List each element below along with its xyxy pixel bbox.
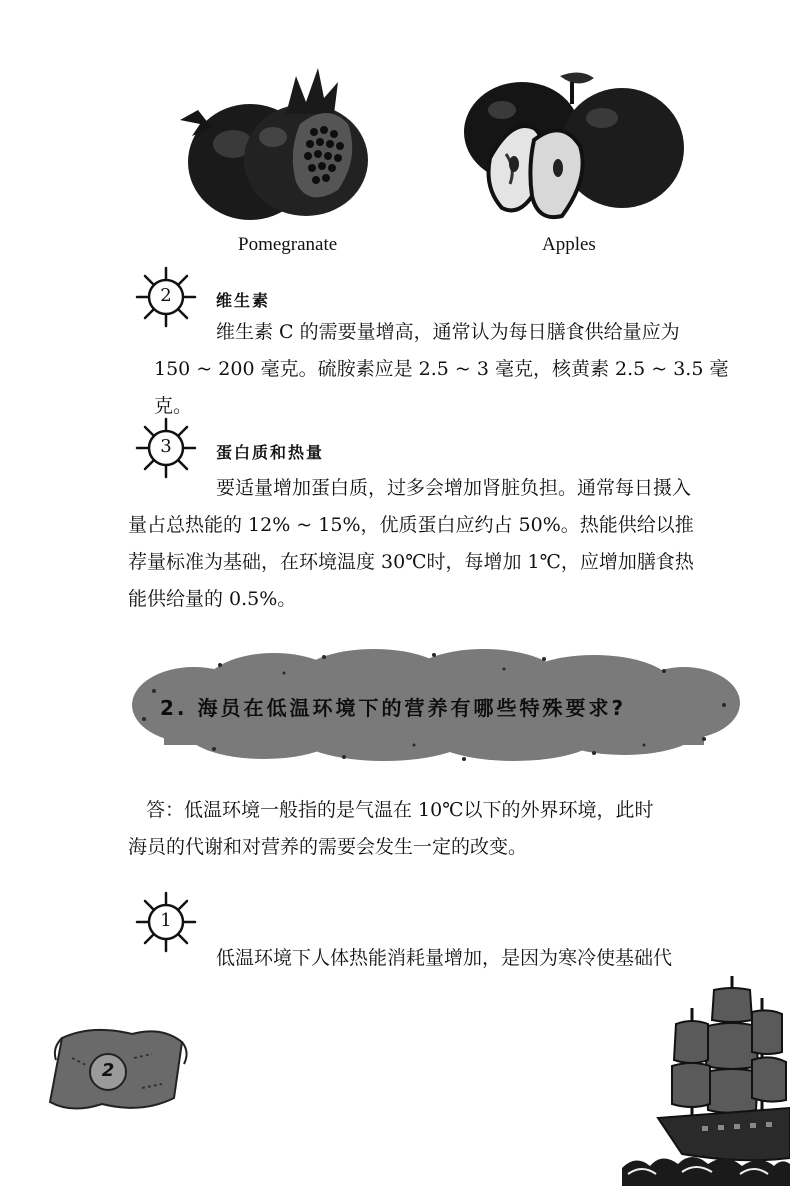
paragraph-line: 量占总热能的 12% ~ 15%，优质蛋白应约占 50%。热能供给以推 [128,514,694,536]
section-line: 低温环境下人体热能消耗量增加，是因为寒冷使基础代 [216,947,673,969]
paragraph-line: 维生素 C 的需要量增高，通常认为每日膳食供给量应为 [216,321,680,343]
paragraph-line: 能供给量的 0.5%。 [128,588,297,610]
paragraph-line: 荐量标准为基础，在环境温度 30℃时，每增加 1℃，应增加膳食热 [128,551,694,573]
apples-illustration [462,68,687,228]
apples-label: Apples [542,234,596,255]
section-number: 1 [160,910,172,931]
sailing-ship-icon [622,968,790,1186]
paragraph-line: 答：低温环境一般指的是气温在 10℃以下的外界环境，此时 [146,799,654,821]
question-heading: 2. 海员在低温环境下的营养有哪些特殊要求? [160,696,627,720]
section-paragraph [154,314,754,425]
paragraph-line: 要适量增加蛋白质，过多会增加肾脏负担。通常每日摄入 [216,477,692,499]
section-number: 2 [160,285,172,306]
section-paragraph [128,470,748,618]
section-title: 蛋白质和热量 [216,443,325,462]
section-title: 维生素 [216,291,271,310]
paragraph-line: 150 ~ 200 毫克。硫胺素应是 2.5 ~ 3 毫克，核黄素 2.5 ~ 3.5 毫克。 [154,358,729,417]
paragraph-line: 海员的代谢和对营养的需要会发生一定的改变。 [128,836,528,858]
page-number: 2 [101,1060,115,1081]
answer-paragraph [128,792,748,866]
section-number: 3 [160,436,172,457]
pomegranate-illustration [178,62,378,227]
pomegranate-label: Pomegranate [238,234,338,255]
